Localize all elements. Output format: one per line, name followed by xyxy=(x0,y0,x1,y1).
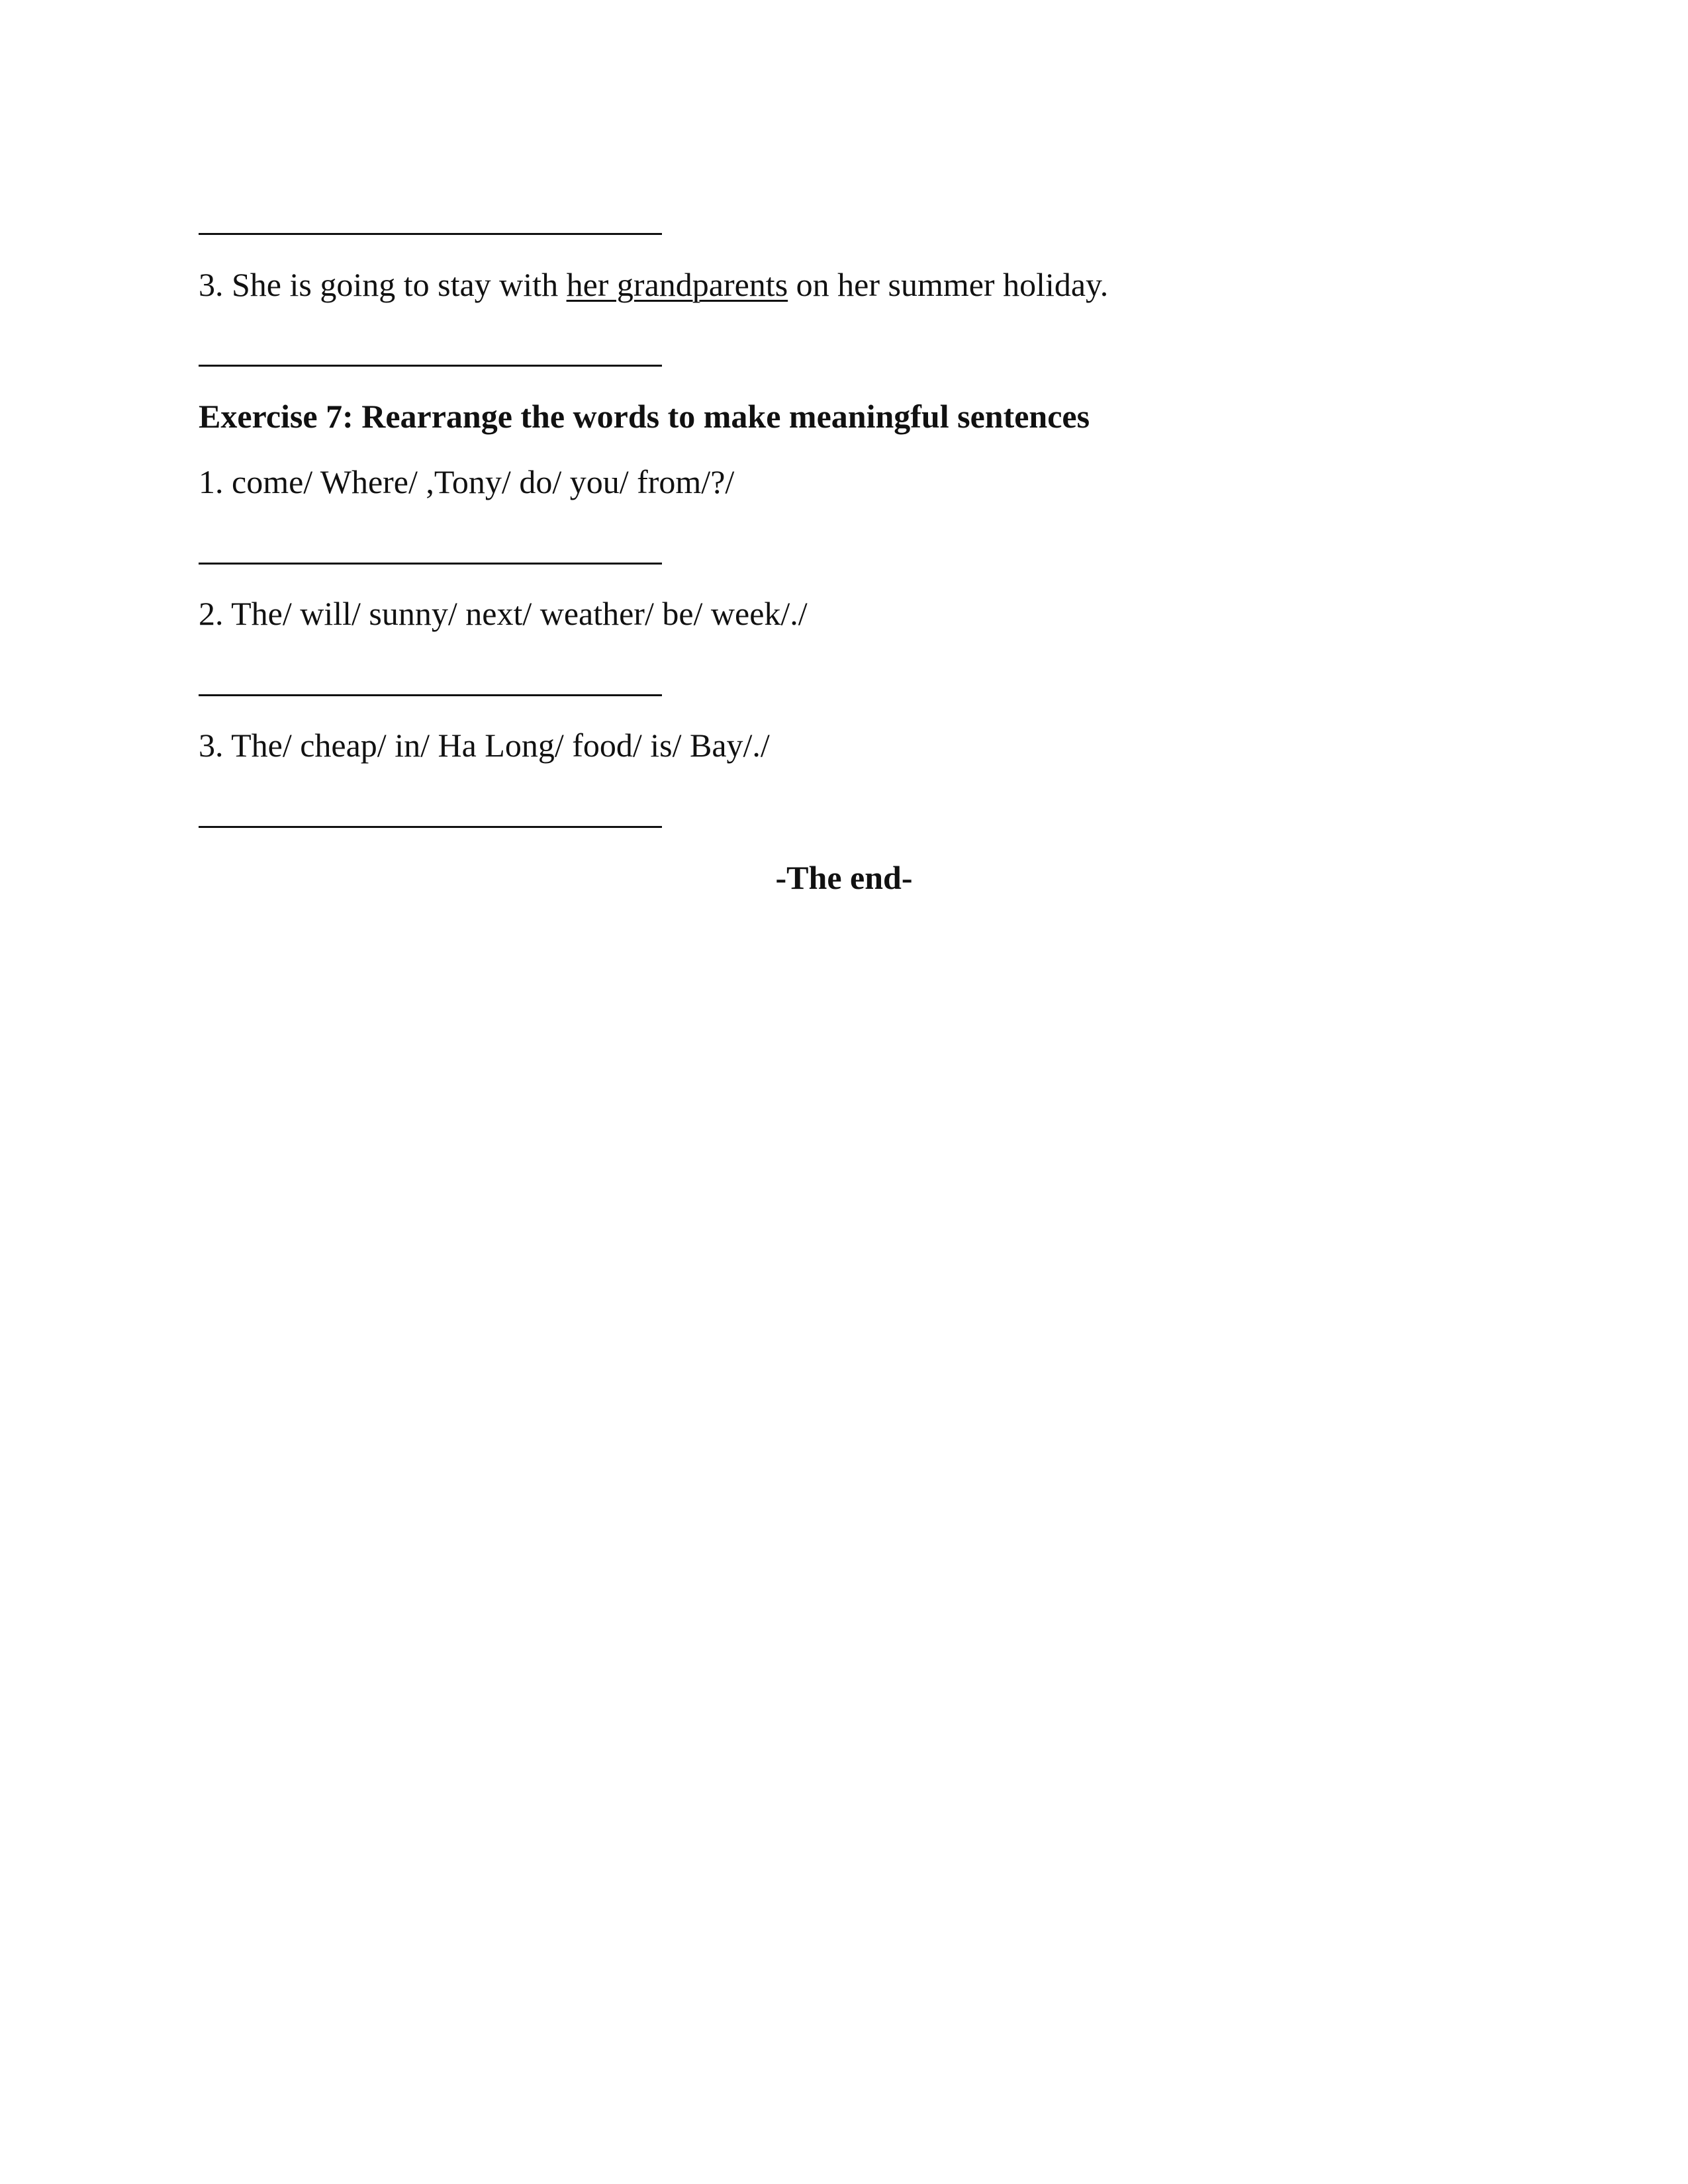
end-text: -The end- xyxy=(775,859,913,896)
exercise6-item-3 xyxy=(199,265,1108,304)
exercise7-item-3: 3. The/ cheap/ in/ Ha Long/ food/ is/ Bay/./ xyxy=(199,727,770,764)
answer-line xyxy=(199,694,662,696)
answer-line xyxy=(199,563,662,565)
exercise7-heading: Exercise 7: Rearrange the words to make meaningful sentences xyxy=(199,398,1090,435)
exercise7-item-1: 1. come/ Where/ ,Tony/ do/ you/ from/?/ xyxy=(199,463,735,500)
exercise7-item-2: 2. The/ will/ sunny/ next/ weather/ be/ week/./ xyxy=(199,595,808,632)
item-text-suffix: on her summer holiday. xyxy=(788,266,1109,303)
underlined-phrase: her grandparents xyxy=(566,266,788,303)
answer-line xyxy=(199,826,662,828)
answer-line xyxy=(199,233,662,235)
answer-line xyxy=(199,365,662,367)
item-text-prefix: 3. She is going to stay with xyxy=(199,266,567,303)
